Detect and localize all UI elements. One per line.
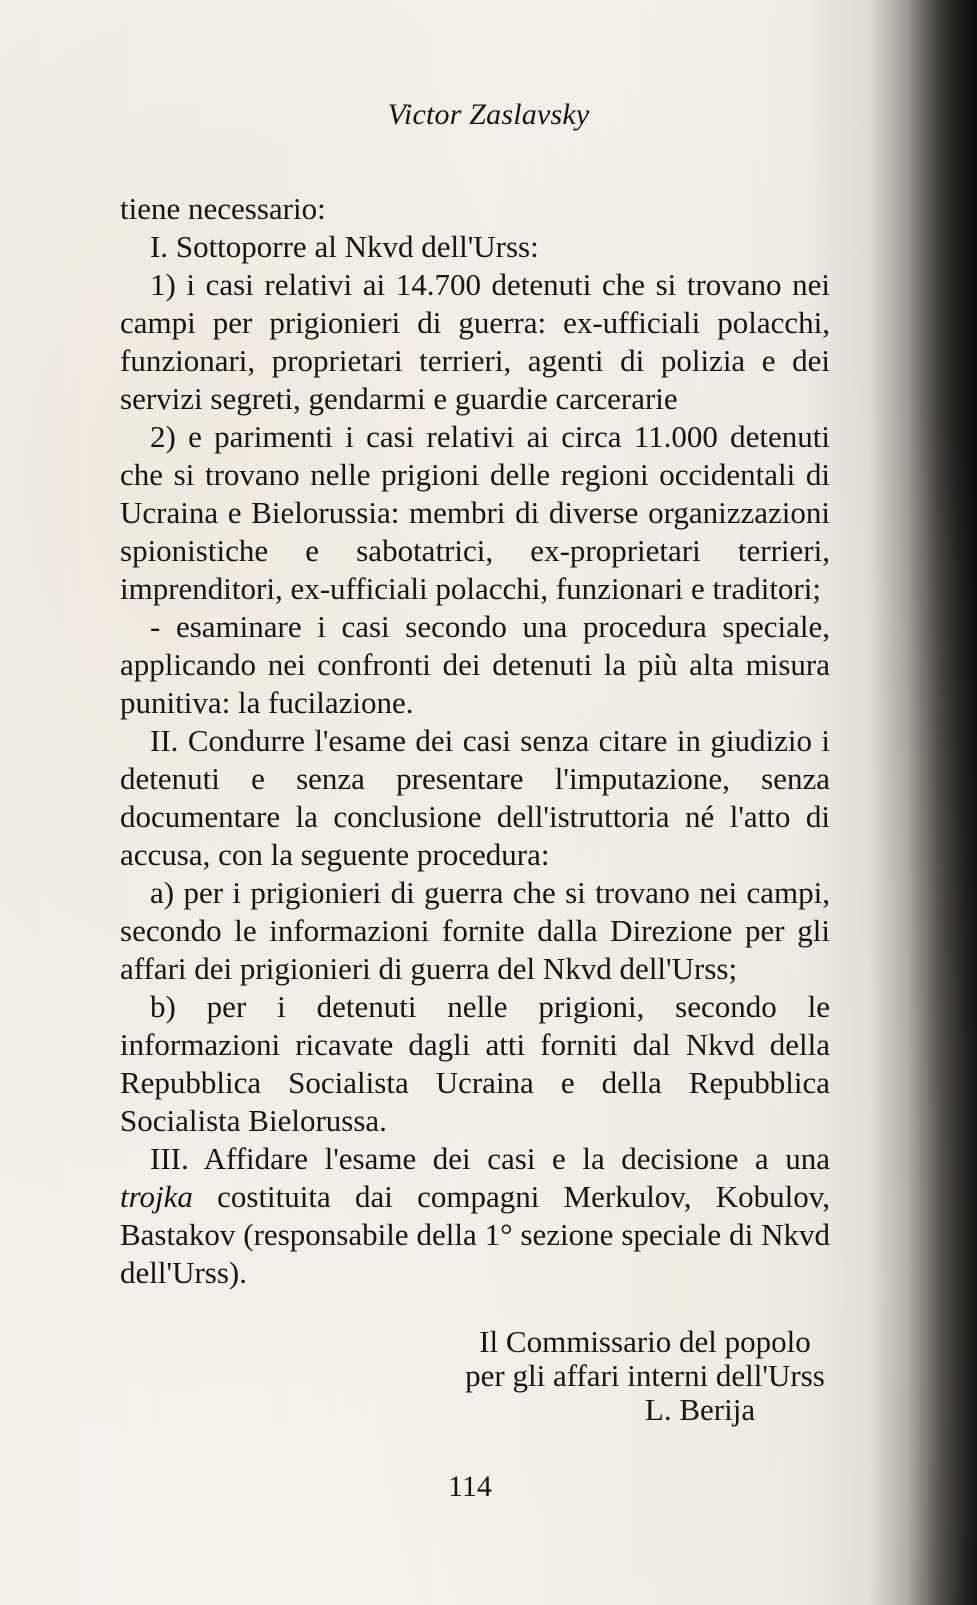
signature-block <box>455 1325 835 1427</box>
paragraph-item-2: 2) e parimenti i casi relativi ai circa 11.000 detenuti che si trovano nelle prigioni delle regioni occidentali di Ucraina e Bielorussia: membri di diverse organizzazioni spionistiche e sabotatrici, ex-proprietari terrieri, imprenditori, ex-ufficiali polacchi, funzionari e traditori; <box>120 419 830 606</box>
running-head: Victor Zaslavsky <box>387 98 590 131</box>
paragraph-item-a: a) per i prigionieri di guerra che si trovano nei campi, secondo le informazioni fornite dalla Direzione per gli affari dei prigionieri di guerra del Nkvd dell'Urss; <box>120 875 830 986</box>
paragraph-section-2: II. Condurre l'esame dei casi senza citare in giudizio i detenuti e senza presentare l'imputazione, senza documentare la conclusione dell'istruttoria né l'atto di accusa, con la seguente procedura: <box>120 723 830 872</box>
book-gutter-shadow <box>907 0 977 1605</box>
paragraph-section-1-heading: I. Sottoporre al Nkvd dell'Urss: <box>150 229 539 264</box>
signature-title-line-2: per gli affari interni dell'Urss <box>465 1358 825 1393</box>
signature-title-line-1: Il Commissario del popolo <box>479 1324 811 1359</box>
signature-name: L. Berija <box>644 1392 756 1427</box>
page-number: 114 <box>448 1470 492 1503</box>
section-3-text-before: III. Affidare l'esame dei casi e la decisione a una <box>150 1141 830 1176</box>
paragraph-section-3 <box>120 1140 830 1292</box>
paragraph-intro: tiene necessario: <box>120 191 326 226</box>
body-text <box>120 190 830 1292</box>
section-3-text-after: costituita dai compagni Merkulov, Kobulov, Bastakov (responsabile della 1° sezione speciale di Nkvd dell'Urss). <box>120 1179 830 1290</box>
paragraph-item-1: 1) i casi relativi ai 14.700 detenuti che si trovano nei campi per prigionieri di guerra: ex-ufficiali polacchi, funzionari, proprietari terrieri, agenti di polizia e dei servizi segreti, gendarmi e guardie carcerarie <box>120 267 830 416</box>
paragraph-procedure: - esaminare i casi secondo una procedura speciale, applicando nei confronti dei detenuti la più alta misura punitiva: la fucilazione. <box>120 609 830 720</box>
paragraph-item-b: b) per i detenuti nelle prigioni, secondo le informazioni ricavate dagli atti forniti dal Nkvd della Repubblica Socialista Ucraina e della Repubblica Socialista Bielorussa. <box>120 989 830 1138</box>
trojka-italic: trojka <box>120 1179 193 1214</box>
